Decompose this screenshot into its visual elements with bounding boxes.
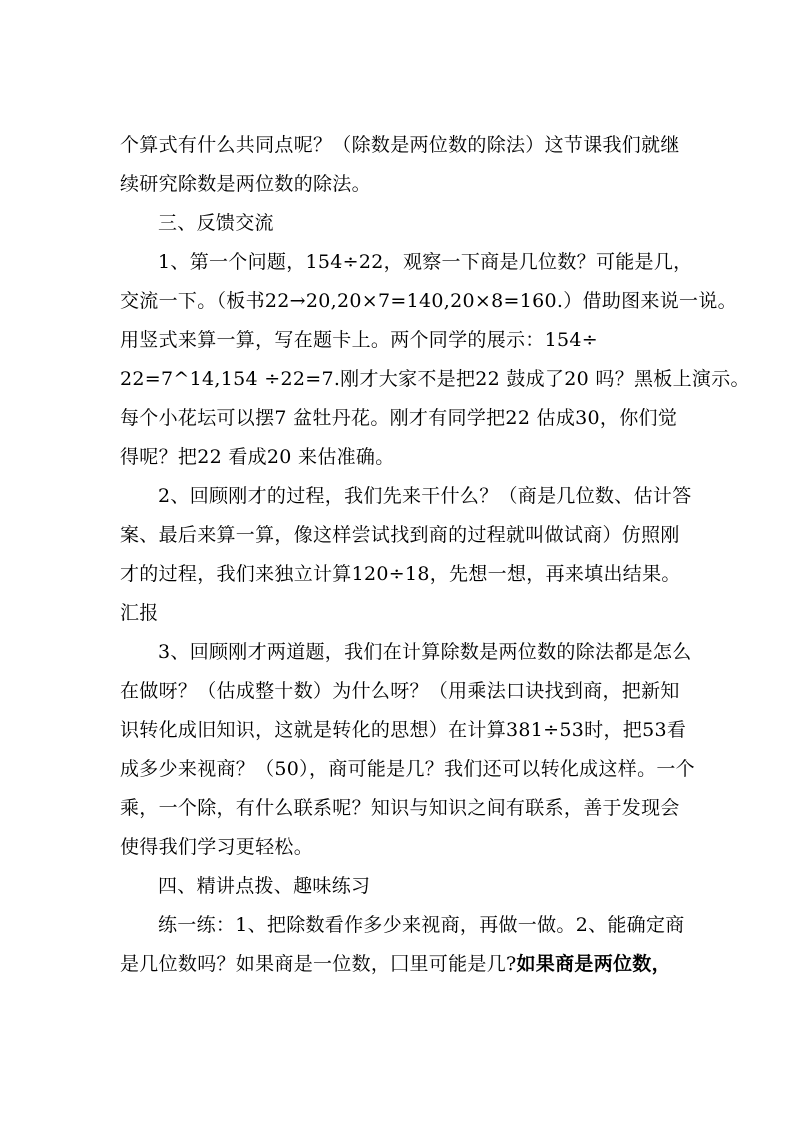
paragraph-line-4: 1、第一个问题，154÷22，观察一下商是几位数？可能是几， xyxy=(158,251,693,273)
paragraph-line-13: 汇报 xyxy=(120,602,159,624)
paragraph-line-22-regular: 是几位数吗？如果商是一位数，囗里可能是几? xyxy=(120,953,517,975)
paragraph-line-5: 交流一下。（板书22→20,20×7=140,20×8=160.）借助图来说一说。 xyxy=(120,290,737,312)
paragraph-line-10: 2、回顾刚才的过程，我们先来干什么？（商是几位数、估计答 xyxy=(158,485,692,507)
paragraph-line-2: 续研究除数是两位数的除法。 xyxy=(120,173,371,195)
section-heading-practice: 四、精讲点拨、趣味练习 xyxy=(158,875,371,897)
paragraph-line-11: 案、最后来算一算，像这样尝试找到商的过程就叫做试商）仿照刚 xyxy=(120,524,680,546)
section-heading-feedback: 三、反馈交流 xyxy=(158,212,274,234)
paragraph-line-8: 每个小花坛可以摆7 盆牡丹花。刚才有同学把22 估成30，你们觉 xyxy=(120,407,678,429)
paragraph-line-9: 得呢？把22 看成20 来估准确。 xyxy=(120,446,395,468)
paragraph-line-16: 识转化成旧知识，这就是转化的思想）在计算381÷53时，把53看 xyxy=(120,719,687,741)
paragraph-line-22 xyxy=(120,952,680,976)
paragraph-line-18: 乘，一个除，有什么联系呢？知识与知识之间有联系，善于发现会 xyxy=(120,797,680,819)
paragraph-line-14: 3、回顾刚才两道题，我们在计算除数是两位数的除法都是怎么 xyxy=(158,641,692,663)
paragraph-line-1: 个算式有什么共同点呢？（除数是两位数的除法）这节课我们就继 xyxy=(120,134,680,156)
paragraph-line-6: 用竖式来算一算，写在题卡上。两个同学的展示：154÷ xyxy=(120,329,598,351)
paragraph-line-12: 才的过程，我们来独立计算120÷18，先想一想，再来填出结果。 xyxy=(120,563,681,585)
paragraph-line-22-bold: 如果商是两位数， xyxy=(516,953,671,975)
paragraph-line-17: 成多少来视商？（50），商可能是几？我们还可以转化成这样。一个 xyxy=(120,758,695,780)
paragraph-line-15: 在做呀？（估成整十数）为什么呀？（用乘法口诀找到商，把新知 xyxy=(120,680,680,702)
paragraph-line-19: 使得我们学习更轻松。 xyxy=(120,836,314,858)
paragraph-line-7: 22=7^14,154 ÷22=7.刚才大家不是把22 鼓成了20 吗？黑板上演示。 xyxy=(120,368,750,390)
paragraph-line-21: 练一练：1、把除数看作多少来视商，再做一做。2、能确定商 xyxy=(158,914,685,936)
